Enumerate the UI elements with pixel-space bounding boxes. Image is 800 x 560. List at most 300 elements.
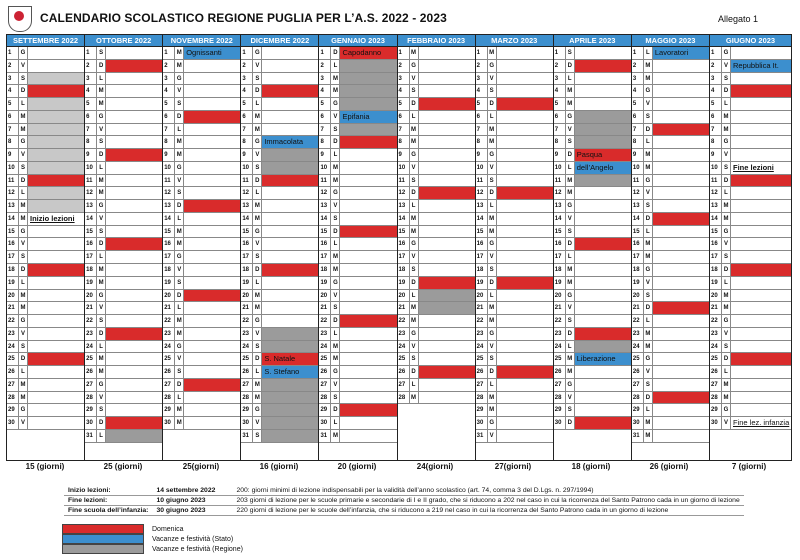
day-cell [340, 315, 396, 327]
weekday-letter: G [488, 328, 497, 340]
weekday-letter: M [566, 277, 575, 289]
weekday-letter: L [19, 277, 28, 289]
weekday-letter: D [722, 264, 731, 276]
day-cell [340, 277, 396, 289]
weekday-letter: G [410, 149, 419, 161]
day-row [163, 98, 240, 111]
day-cell [731, 290, 791, 302]
weekday-letter: V [410, 162, 419, 174]
day-cell [653, 353, 709, 365]
day-row [85, 85, 162, 98]
day-number: 28 [85, 392, 97, 404]
day-row [554, 60, 631, 73]
weekday-letter: V [722, 149, 731, 161]
day-cell [497, 417, 553, 429]
month-header: NOVEMBRE 2022 [163, 35, 240, 47]
day-number: 12 [7, 187, 19, 199]
day-cell [575, 264, 631, 276]
day-row [7, 200, 84, 213]
attachment-label: Allegato 1 [717, 14, 758, 24]
day-number: 24 [7, 341, 19, 353]
weekday-letter: L [644, 315, 653, 327]
day-row [241, 430, 318, 443]
weekday-letter: V [410, 341, 419, 353]
weekday-letter: G [488, 149, 497, 161]
day-number: 27 [319, 379, 331, 391]
day-row [163, 60, 240, 73]
month-total: 16 (giorni) [259, 462, 299, 471]
day-row [163, 290, 240, 303]
day-cell [497, 47, 553, 59]
day-number: 28 [7, 392, 19, 404]
weekday-letter: M [722, 379, 731, 391]
day-row [710, 341, 791, 354]
weekday-letter: D [566, 417, 575, 429]
weekday-letter: M [722, 124, 731, 136]
day-cell [340, 149, 396, 161]
day-row [632, 238, 709, 251]
weekday-letter: M [175, 136, 184, 148]
info-date: 30 giugno 2023 [152, 506, 232, 516]
day-row [710, 162, 791, 175]
weekday-letter: D [488, 187, 497, 199]
day-number: 8 [163, 136, 175, 148]
day-cell [575, 124, 631, 136]
day-number: 6 [710, 111, 722, 123]
weekday-letter: M [175, 328, 184, 340]
day-cell [184, 175, 240, 187]
weekday-letter: D [175, 200, 184, 212]
weekday-letter: L [488, 200, 497, 212]
weekday-letter: V [19, 149, 28, 161]
day-number: 25 [710, 353, 722, 365]
day-number: 4 [319, 85, 331, 97]
day-cell [575, 85, 631, 97]
day-row [85, 315, 162, 328]
weekday-letter: M [644, 341, 653, 353]
day-row [319, 111, 396, 124]
day-number: 15 [319, 226, 331, 238]
day-cell [419, 379, 475, 391]
day-row [398, 238, 475, 251]
month-total: 25 (giorni) [103, 462, 143, 471]
day-row [7, 366, 84, 379]
day-cell [106, 200, 162, 212]
day-cell [653, 175, 709, 187]
day-cell [28, 111, 84, 123]
day-cell [184, 136, 240, 148]
day-number: 9 [476, 149, 488, 161]
weekday-letter: D [566, 238, 575, 250]
weekday-letter: V [97, 124, 106, 136]
weekday-letter: S [722, 251, 731, 263]
weekday-letter: D [488, 277, 497, 289]
day-cell [106, 136, 162, 148]
day-row [554, 341, 631, 354]
day-cell [262, 392, 318, 404]
day-row [241, 187, 318, 200]
day-cell [731, 213, 791, 225]
day-cell [262, 213, 318, 225]
day-row [632, 60, 709, 73]
day-number: 10 [319, 162, 331, 174]
month-total: 25(giorni) [182, 462, 220, 471]
day-number: 6 [398, 111, 410, 123]
day-number: 5 [319, 98, 331, 110]
day-row [163, 417, 240, 430]
day-cell [184, 251, 240, 263]
day-number: 6 [7, 111, 19, 123]
day-cell [262, 379, 318, 391]
day-row [85, 379, 162, 392]
month-header: FEBBRAIO 2023 [398, 35, 475, 47]
day-number: 5 [632, 98, 644, 110]
day-row [241, 85, 318, 98]
day-cell [575, 302, 631, 314]
day-cell [419, 47, 475, 59]
day-row [163, 379, 240, 392]
day-row [710, 328, 791, 341]
day-number: 13 [319, 200, 331, 212]
weekday-letter: G [19, 226, 28, 238]
day-row [7, 60, 84, 73]
day-cell [653, 290, 709, 302]
weekday-letter: M [19, 392, 28, 404]
weekday-letter: G [19, 315, 28, 327]
day-number: 28 [476, 392, 488, 404]
legend-item [62, 524, 243, 534]
day-cell [497, 60, 553, 72]
day-row [319, 200, 396, 213]
legend-swatch [62, 534, 144, 544]
day-cell [28, 251, 84, 263]
day-row [398, 98, 475, 111]
month-header: SETTEMBRE 2022 [7, 35, 84, 47]
day-number: 2 [398, 60, 410, 72]
day-cell [106, 175, 162, 187]
day-cell [575, 251, 631, 263]
day-cell [575, 136, 631, 148]
weekday-letter: V [488, 341, 497, 353]
day-cell [419, 85, 475, 97]
weekday-letter: M [644, 149, 653, 161]
day-row [7, 226, 84, 239]
day-number: 29 [7, 404, 19, 416]
day-row [398, 341, 475, 354]
day-cell [184, 124, 240, 136]
day-number: 11 [398, 175, 410, 187]
day-cell [28, 302, 84, 314]
month-column [85, 35, 163, 460]
weekday-letter: L [410, 290, 419, 302]
day-cell [575, 366, 631, 378]
weekday-letter: S [566, 136, 575, 148]
day-number: 23 [554, 328, 566, 340]
day-cell [106, 430, 162, 442]
month-total: 15 (giorni) [25, 462, 65, 471]
day-row [710, 213, 791, 226]
day-row [7, 124, 84, 137]
day-number: 29 [319, 404, 331, 416]
day-cell [419, 162, 475, 174]
day-row [632, 379, 709, 392]
day-cell [653, 136, 709, 148]
day-cell [340, 124, 396, 136]
day-number: 7 [554, 124, 566, 136]
day-row [710, 175, 791, 188]
day-number: 6 [241, 111, 253, 123]
day-number: 16 [85, 238, 97, 250]
day-cell [106, 124, 162, 136]
weekday-letter: M [253, 392, 262, 404]
day-cell [184, 200, 240, 212]
day-number: 14 [710, 213, 722, 225]
day-number: 6 [319, 111, 331, 123]
day-cell [28, 366, 84, 378]
weekday-letter: V [566, 392, 575, 404]
day-number: 24 [554, 341, 566, 353]
weekday-letter: V [19, 328, 28, 340]
day-row [7, 315, 84, 328]
day-cell [184, 366, 240, 378]
weekday-letter: M [331, 353, 340, 365]
day-cell [497, 379, 553, 391]
day-cell [653, 417, 709, 429]
day-number: 4 [241, 85, 253, 97]
day-cell [262, 162, 318, 174]
day-cell [653, 302, 709, 314]
day-cell [28, 226, 84, 238]
day-cell [262, 277, 318, 289]
day-cell [419, 149, 475, 161]
weekday-letter: M [566, 98, 575, 110]
day-row [398, 226, 475, 239]
day-row [554, 264, 631, 277]
weekday-letter: M [253, 379, 262, 391]
day-number: 23 [710, 328, 722, 340]
weekday-letter: V [253, 149, 262, 161]
day-number: 12 [710, 187, 722, 199]
weekday-letter: D [566, 149, 575, 161]
day-cell [497, 290, 553, 302]
day-row [554, 124, 631, 137]
day-number: 25 [554, 353, 566, 365]
day-row [710, 98, 791, 111]
weekday-letter: M [175, 404, 184, 416]
month-total: 18 (giorni) [571, 462, 611, 471]
day-cell [419, 226, 475, 238]
weekday-letter: L [566, 251, 575, 263]
day-cell [419, 302, 475, 314]
day-row [476, 200, 553, 213]
day-row [163, 226, 240, 239]
day-cell [419, 238, 475, 250]
day-cell [731, 238, 791, 250]
weekday-letter: M [410, 213, 419, 225]
weekday-letter: M [331, 430, 340, 442]
day-cell [28, 290, 84, 302]
weekday-letter: G [722, 226, 731, 238]
day-number: 8 [398, 136, 410, 148]
weekday-letter: S [566, 404, 575, 416]
day-number: 27 [7, 379, 19, 391]
day-cell [28, 379, 84, 391]
day-number: 17 [85, 251, 97, 263]
day-number: 11 [554, 175, 566, 187]
day-cell [419, 124, 475, 136]
day-cell [184, 111, 240, 123]
day-row [398, 251, 475, 264]
day-number: 30 [554, 417, 566, 429]
weekday-letter: M [488, 213, 497, 225]
day-number: 7 [241, 124, 253, 136]
day-row [85, 417, 162, 430]
day-number: 21 [241, 302, 253, 314]
day-cell [731, 302, 791, 314]
weekday-letter: L [722, 277, 731, 289]
day-number: 19 [476, 277, 488, 289]
day-cell [419, 251, 475, 263]
day-cell [28, 47, 84, 59]
weekday-letter: G [175, 251, 184, 263]
day-number: 7 [319, 124, 331, 136]
legend-item [62, 544, 243, 554]
day-number: 12 [632, 187, 644, 199]
weekday-letter: M [488, 404, 497, 416]
day-row [476, 162, 553, 175]
day-row [7, 136, 84, 149]
weekday-letter: G [566, 111, 575, 123]
day-cell [419, 111, 475, 123]
weekday-letter: D [19, 353, 28, 365]
day-cell [419, 73, 475, 85]
day-number: 19 [710, 277, 722, 289]
day-row [476, 417, 553, 430]
day-row [7, 353, 84, 366]
weekday-letter: G [644, 353, 653, 365]
weekday-letter: M [722, 200, 731, 212]
day-number: 26 [632, 366, 644, 378]
day-row [85, 73, 162, 86]
weekday-letter: G [331, 277, 340, 289]
weekday-letter: M [19, 200, 28, 212]
day-number: 22 [7, 315, 19, 327]
weekday-letter: D [410, 366, 419, 378]
day-number: 4 [85, 85, 97, 97]
weekday-letter: G [644, 264, 653, 276]
day-row [241, 417, 318, 430]
day-cell: Lavoratori [653, 47, 709, 59]
day-cell [731, 111, 791, 123]
day-number: 18 [554, 264, 566, 276]
day-number: 17 [710, 251, 722, 263]
day-number: 7 [85, 124, 97, 136]
day-cell [731, 264, 791, 276]
weekday-letter: D [97, 417, 106, 429]
weekday-letter: S [175, 187, 184, 199]
day-cell [419, 213, 475, 225]
day-cell [340, 290, 396, 302]
weekday-letter: M [410, 226, 419, 238]
region-logo [8, 6, 32, 32]
day-number: 26 [241, 366, 253, 378]
day-cell [106, 111, 162, 123]
day-number: 19 [85, 277, 97, 289]
day-cell [575, 379, 631, 391]
month-total: 20 (giorni) [337, 462, 377, 471]
weekday-letter: V [97, 213, 106, 225]
weekday-letter: S [19, 251, 28, 263]
day-cell [575, 200, 631, 212]
day-number: 12 [319, 187, 331, 199]
day-number: 14 [398, 213, 410, 225]
day-row [163, 111, 240, 124]
day-cell [653, 98, 709, 110]
day-cell [184, 315, 240, 327]
weekday-letter: V [253, 417, 262, 429]
day-row [7, 277, 84, 290]
day-row [7, 187, 84, 200]
weekday-letter: M [722, 111, 731, 123]
weekday-letter: L [253, 277, 262, 289]
day-number: 5 [163, 98, 175, 110]
day-cell [731, 226, 791, 238]
weekday-letter: L [488, 290, 497, 302]
weekday-letter: D [566, 328, 575, 340]
day-cell [731, 175, 791, 187]
weekday-letter: G [488, 417, 497, 429]
info-row [64, 486, 744, 496]
day-number: 7 [398, 124, 410, 136]
day-number: 24 [163, 341, 175, 353]
day-number: 8 [476, 136, 488, 148]
day-row [632, 124, 709, 137]
weekday-letter: S [97, 315, 106, 327]
day-number: 4 [632, 85, 644, 97]
day-row [163, 341, 240, 354]
day-cell [575, 175, 631, 187]
day-row [85, 124, 162, 137]
weekday-letter: L [644, 136, 653, 148]
day-number: 25 [163, 353, 175, 365]
day-row [476, 238, 553, 251]
day-row [476, 366, 553, 379]
day-row [554, 47, 631, 60]
day-cell [653, 277, 709, 289]
day-number: 27 [85, 379, 97, 391]
day-cell [106, 277, 162, 289]
day-cell [106, 162, 162, 174]
day-number: 25 [632, 353, 644, 365]
weekday-letter: M [410, 136, 419, 148]
day-cell [340, 392, 396, 404]
day-row [398, 73, 475, 86]
day-number: 7 [476, 124, 488, 136]
weekday-letter: M [644, 162, 653, 174]
day-cell [419, 60, 475, 72]
weekday-letter: V [488, 162, 497, 174]
day-row [632, 353, 709, 366]
weekday-letter: L [253, 98, 262, 110]
day-row [398, 379, 475, 392]
weekday-letter: V [175, 85, 184, 97]
day-row [319, 60, 396, 73]
day-row [319, 315, 396, 328]
day-cell [497, 251, 553, 263]
info-label: Inizio lezioni: [64, 486, 152, 496]
weekday-letter: M [253, 111, 262, 123]
day-cell [575, 417, 631, 429]
